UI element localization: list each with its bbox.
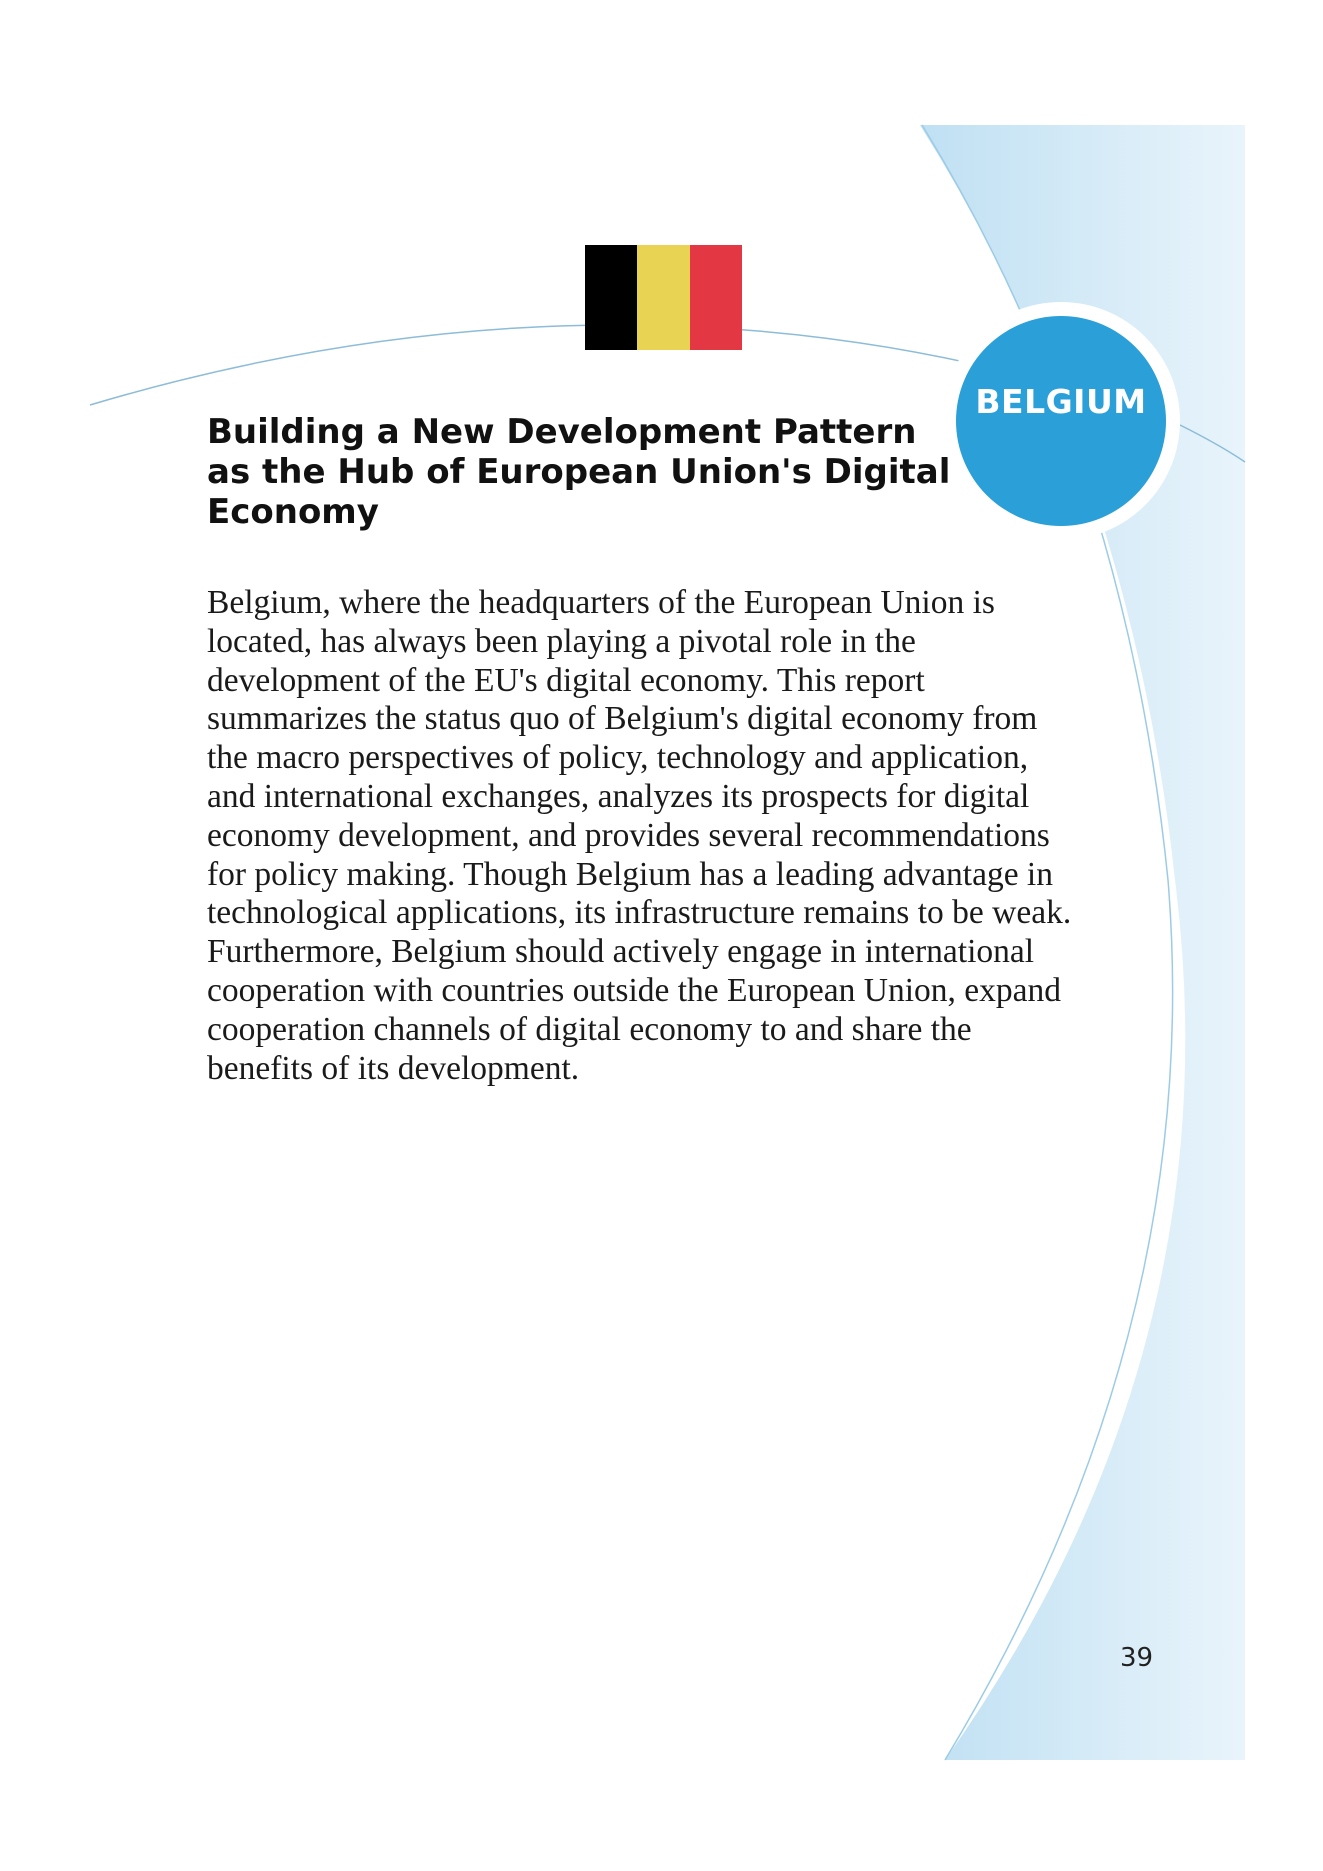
horizontal-arc-line (90, 325, 1000, 405)
flag-stripe-red (690, 245, 742, 350)
country-badge (956, 316, 1166, 526)
article-body: Belgium, where the headquarters of the European Union is located, has always been playing a pivotal role in the development of the EU's digital economy. This report summarizes the status quo of Belgium's digital economy from the macro perspectives of policy, technology and application, and international exchanges, analyzes its prospects for digital economy development, and provides several recommendations for policy making. Though Belgium has a leading advantage in technological applications, its infrastructure remains to be weak. Furthermore, Belgium should actively engage in international cooperation with countries outside the European Union, expand cooperation channels of digital economy to and share the benefits of its development. (207, 584, 1072, 1087)
flag-stripe-black (585, 245, 637, 350)
flag-stripe-yellow (637, 245, 689, 350)
country-badge-label: BELGIUM (975, 381, 1147, 421)
belgium-flag (585, 245, 742, 350)
article-title: Building a New Development Pattern as the Hub of European Union's Digital Economy (207, 412, 951, 532)
page-number: 39 (1120, 1643, 1154, 1673)
